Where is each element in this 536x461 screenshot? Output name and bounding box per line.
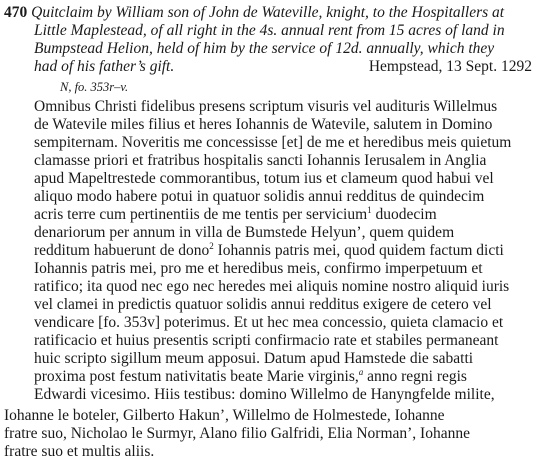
footnote-marker-2: 2: [209, 241, 214, 251]
body-line-1: Omnibus Christi fidelibus presens scriptum visuris vel audituris Willelmus: [34, 98, 498, 115]
heading-text: Quitclaim by William son of John de Wateville, knight, to the Hospitallers at: [31, 4, 505, 21]
body-line-3: sempiternam. Noveritis me concessisse [et] de me et heredibus meis quietum: [34, 134, 512, 151]
body-line-11: ratifico; ita quod nec ego nec heredes mei aliquis nomine nostro aliquid iuris: [34, 278, 510, 295]
body-line-12: vel clamei in predictis quatuor solidis annui redditus exigere de cetero vel: [34, 296, 492, 313]
body-line-9: [34, 242, 504, 260]
heading-line-3: Bumpstead Helion, held of him by the service of 12d. annually, which they: [34, 40, 495, 57]
body-line-2: de Watevile miles filius et heres Iohannis de Watevile, salutem in Domino: [34, 116, 493, 133]
source-reference: N, fo. 353r–v.: [60, 80, 129, 94]
body-line-6: aliquo modo habere potui in quatuor solidis annui redditus de quindecim: [34, 188, 485, 205]
body-line-14: ratificacio et huius presentis scripti confirmacio rate et stabiles permaneant: [34, 332, 499, 349]
body-line-13: vendicare [fo. 353v] poterimus. Et ut hec mea concessio, quieta clamacio et: [34, 314, 504, 331]
body-line-16-end: anno regni regis: [367, 368, 467, 385]
body-line-5: apud Mapeltrestede commorantibus, totum ius et clameum quod habui vel: [34, 170, 494, 187]
body-line-8: denariorum per annum in villa de Bumstede Helyun’, quem quidem: [34, 224, 455, 241]
entry-number: 470: [4, 4, 28, 21]
body-line-7: [34, 206, 437, 224]
place-date: Hempstead, 13 Sept. 1292: [368, 58, 532, 75]
body-line-16: [34, 368, 467, 386]
body-line-19: fratre suo, Nicholao le Surmyr, Alano filio Galfridi, Elia Norman’, Iohanne: [4, 425, 470, 442]
heading-line-1: [4, 4, 504, 22]
body-line-17: Edwardi vicesimo. Hiis testibus: domino Willelmo de Hanyngfelde milite,: [34, 386, 495, 403]
body-line-18: Iohanne le boteler, Gilberto Hakun’, Willelmo de Holmestede, Iohanne: [4, 407, 445, 424]
body-line-9-end: Iohannis patris mei, quod quidem factum dicti: [217, 242, 504, 259]
body-line-9-text: redditum habuerunt de dono: [34, 242, 210, 259]
body-line-20: fratre suo et multis aliis.: [4, 443, 155, 460]
body-line-7-text: acris terre cum pertinentiis de me tentis per servicium: [34, 206, 368, 223]
body-line-16-text: proxima post festum nativitatis beate Marie virginis,: [34, 368, 359, 385]
footnote-marker-1: 1: [367, 205, 372, 215]
body-line-4: clamasse priori et fratribus hospitalis sancti Iohannis Ierusalem in Anglia: [34, 152, 487, 169]
body-line-7-end: duodecim: [375, 206, 437, 223]
footnote-marker-a: a: [358, 367, 364, 377]
heading-line-2: Little Maplestead, of all right in the 4s. annual rent from 15 acres of land in: [34, 22, 505, 39]
body-line-15: huic scripto sigillum meum apposui. Datum apud Hamstede die sabatti: [34, 350, 474, 367]
body-line-10: Iohannis patris mei, pro me et heredibus meis, confirmo imperpetuum et: [34, 260, 483, 277]
heading-line-4: had of his father’s gift.: [34, 58, 175, 75]
